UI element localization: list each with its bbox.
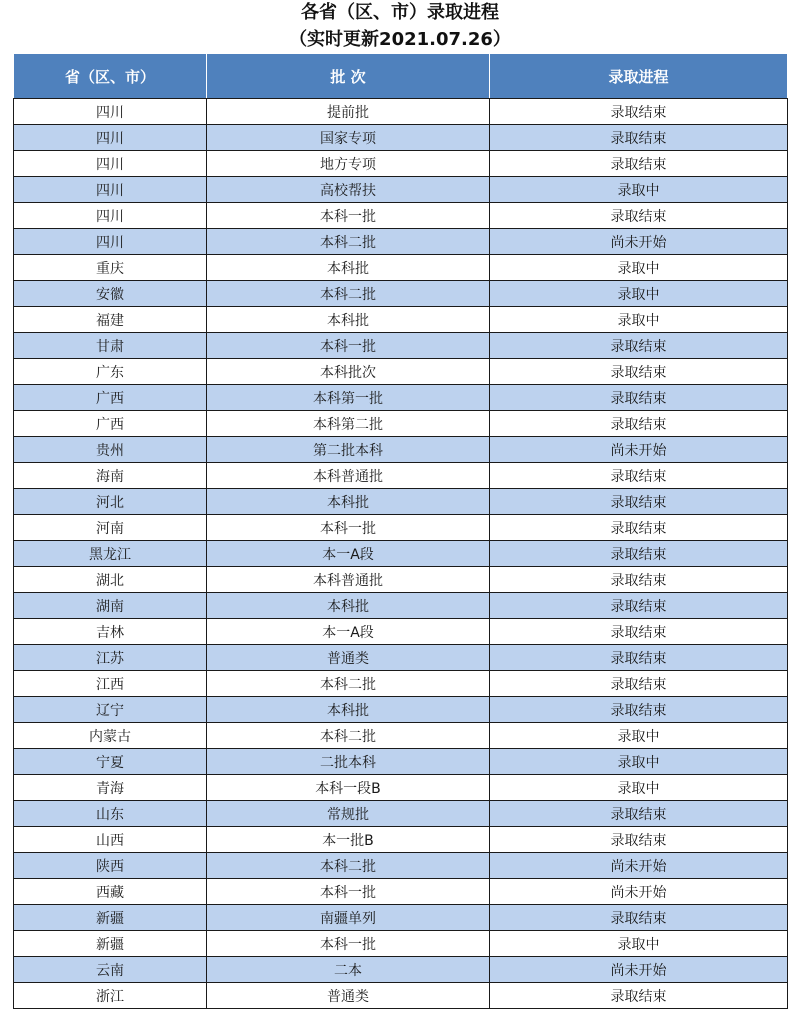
table-row (14, 385, 788, 411)
cell-batch: 本科一批 (207, 515, 490, 541)
cell-province: 青海 (14, 775, 207, 801)
cell-batch: 本科批 (207, 307, 490, 333)
cell-progress: 录取结束 (490, 489, 788, 515)
cell-batch: 国家专项 (207, 125, 490, 151)
cell-batch: 本科第一批 (207, 385, 490, 411)
cell-progress: 录取结束 (490, 203, 788, 229)
cell-province: 贵州 (14, 437, 207, 463)
cell-province: 江西 (14, 671, 207, 697)
page-title: 各省（区、市）录取进程 (301, 2, 499, 23)
table-row (14, 463, 788, 489)
table-row (14, 281, 788, 307)
cell-progress: 录取结束 (490, 983, 788, 1009)
cell-batch: 本科普通批 (207, 463, 490, 489)
cell-province: 吉林 (14, 619, 207, 645)
cell-province: 江苏 (14, 645, 207, 671)
cell-batch: 本科批 (207, 255, 490, 281)
cell-progress: 录取中 (490, 931, 788, 957)
cell-progress: 录取中 (490, 723, 788, 749)
header-row (14, 54, 788, 99)
cell-province: 浙江 (14, 983, 207, 1009)
cell-batch: 高校帮扶 (207, 177, 490, 203)
cell-province: 山东 (14, 801, 207, 827)
cell-province: 新疆 (14, 931, 207, 957)
table-row (14, 307, 788, 333)
table-row (14, 411, 788, 437)
table-row (14, 203, 788, 229)
cell-province: 湖南 (14, 593, 207, 619)
table-row (14, 931, 788, 957)
cell-batch: 本科二批 (207, 229, 490, 255)
cell-batch: 本科一批 (207, 203, 490, 229)
table-row (14, 229, 788, 255)
cell-province: 湖北 (14, 567, 207, 593)
table-row (14, 125, 788, 151)
cell-progress: 录取结束 (490, 463, 788, 489)
cell-province: 安徽 (14, 281, 207, 307)
cell-province: 陕西 (14, 853, 207, 879)
table-row (14, 437, 788, 463)
cell-province: 广西 (14, 411, 207, 437)
table-row (14, 99, 788, 125)
table-row (14, 879, 788, 905)
cell-progress: 录取结束 (490, 359, 788, 385)
table-row (14, 827, 788, 853)
cell-progress: 录取中 (490, 255, 788, 281)
cell-progress: 尚未开始 (490, 957, 788, 983)
cell-batch: 本科二批 (207, 853, 490, 879)
table-row (14, 749, 788, 775)
cell-batch: 本科批 (207, 489, 490, 515)
cell-progress: 录取中 (490, 177, 788, 203)
table-body (14, 99, 788, 1009)
table-row (14, 853, 788, 879)
cell-province: 海南 (14, 463, 207, 489)
cell-batch: 本一A段 (207, 541, 490, 567)
cell-batch: 本科二批 (207, 723, 490, 749)
cell-progress: 录取结束 (490, 333, 788, 359)
cell-province: 新疆 (14, 905, 207, 931)
cell-progress: 录取结束 (490, 541, 788, 567)
cell-progress: 录取结束 (490, 99, 788, 125)
cell-progress: 尚未开始 (490, 853, 788, 879)
cell-progress: 录取中 (490, 749, 788, 775)
cell-batch: 常规批 (207, 801, 490, 827)
cell-batch: 本科一批 (207, 333, 490, 359)
cell-progress: 录取结束 (490, 645, 788, 671)
cell-province: 甘肃 (14, 333, 207, 359)
cell-province: 黑龙江 (14, 541, 207, 567)
cell-province: 四川 (14, 151, 207, 177)
cell-province: 云南 (14, 957, 207, 983)
table-row (14, 541, 788, 567)
table-row (14, 775, 788, 801)
table-row (14, 151, 788, 177)
cell-progress: 录取结束 (490, 593, 788, 619)
cell-province: 四川 (14, 177, 207, 203)
cell-province: 广西 (14, 385, 207, 411)
cell-batch: 本一批B (207, 827, 490, 853)
table-row (14, 177, 788, 203)
cell-progress: 录取结束 (490, 801, 788, 827)
cell-province: 广东 (14, 359, 207, 385)
cell-batch: 本科普通批 (207, 567, 490, 593)
table-row (14, 697, 788, 723)
column-header-progress: 录取进程 (490, 54, 788, 99)
table-row (14, 671, 788, 697)
cell-province: 辽宁 (14, 697, 207, 723)
cell-province: 西藏 (14, 879, 207, 905)
cell-province: 福建 (14, 307, 207, 333)
table-row (14, 905, 788, 931)
cell-progress: 录取结束 (490, 567, 788, 593)
cell-batch: 第二批本科 (207, 437, 490, 463)
table-header (14, 54, 788, 99)
cell-province: 内蒙古 (14, 723, 207, 749)
cell-progress: 尚未开始 (490, 229, 788, 255)
cell-progress: 录取结束 (490, 671, 788, 697)
cell-progress: 录取结束 (490, 905, 788, 931)
table-row (14, 983, 788, 1009)
table-row (14, 333, 788, 359)
cell-province: 四川 (14, 99, 207, 125)
cell-batch: 地方专项 (207, 151, 490, 177)
cell-progress: 录取中 (490, 775, 788, 801)
cell-province: 河南 (14, 515, 207, 541)
cell-progress: 尚未开始 (490, 879, 788, 905)
cell-batch: 本科批 (207, 697, 490, 723)
cell-province: 山西 (14, 827, 207, 853)
column-header-province: 省（区、市） (14, 54, 207, 99)
cell-progress: 录取结束 (490, 619, 788, 645)
cell-progress: 录取结束 (490, 151, 788, 177)
cell-progress: 尚未开始 (490, 437, 788, 463)
cell-batch: 二本 (207, 957, 490, 983)
cell-batch: 本科第二批 (207, 411, 490, 437)
cell-batch: 本科一段B (207, 775, 490, 801)
cell-progress: 录取结束 (490, 125, 788, 151)
cell-batch: 南疆单列 (207, 905, 490, 931)
table-row (14, 359, 788, 385)
cell-batch: 本科一批 (207, 879, 490, 905)
table-row (14, 619, 788, 645)
cell-province: 河北 (14, 489, 207, 515)
admission-progress-table (13, 53, 788, 1009)
table-row (14, 593, 788, 619)
cell-province: 宁夏 (14, 749, 207, 775)
cell-province: 四川 (14, 229, 207, 255)
page-subtitle: （实时更新2021.07.26） (289, 29, 511, 50)
cell-progress: 录取中 (490, 281, 788, 307)
cell-batch: 本一A段 (207, 619, 490, 645)
cell-progress: 录取结束 (490, 515, 788, 541)
cell-province: 重庆 (14, 255, 207, 281)
table-row (14, 515, 788, 541)
cell-progress: 录取结束 (490, 385, 788, 411)
cell-progress: 录取结束 (490, 697, 788, 723)
cell-province: 四川 (14, 203, 207, 229)
table-row (14, 957, 788, 983)
cell-batch: 普通类 (207, 983, 490, 1009)
table-row (14, 723, 788, 749)
cell-batch: 二批本科 (207, 749, 490, 775)
cell-progress: 录取结束 (490, 411, 788, 437)
cell-batch: 本科二批 (207, 671, 490, 697)
cell-batch: 本科一批 (207, 931, 490, 957)
column-header-batch: 批 次 (207, 54, 490, 99)
table-row (14, 567, 788, 593)
table-row (14, 255, 788, 281)
table-row (14, 645, 788, 671)
table-row (14, 489, 788, 515)
cell-batch: 普通类 (207, 645, 490, 671)
cell-batch: 本科批 (207, 593, 490, 619)
cell-batch: 本科二批 (207, 281, 490, 307)
cell-batch: 提前批 (207, 99, 490, 125)
cell-province: 四川 (14, 125, 207, 151)
cell-progress: 录取中 (490, 307, 788, 333)
cell-progress: 录取结束 (490, 827, 788, 853)
cell-batch: 本科批次 (207, 359, 490, 385)
table-row (14, 801, 788, 827)
